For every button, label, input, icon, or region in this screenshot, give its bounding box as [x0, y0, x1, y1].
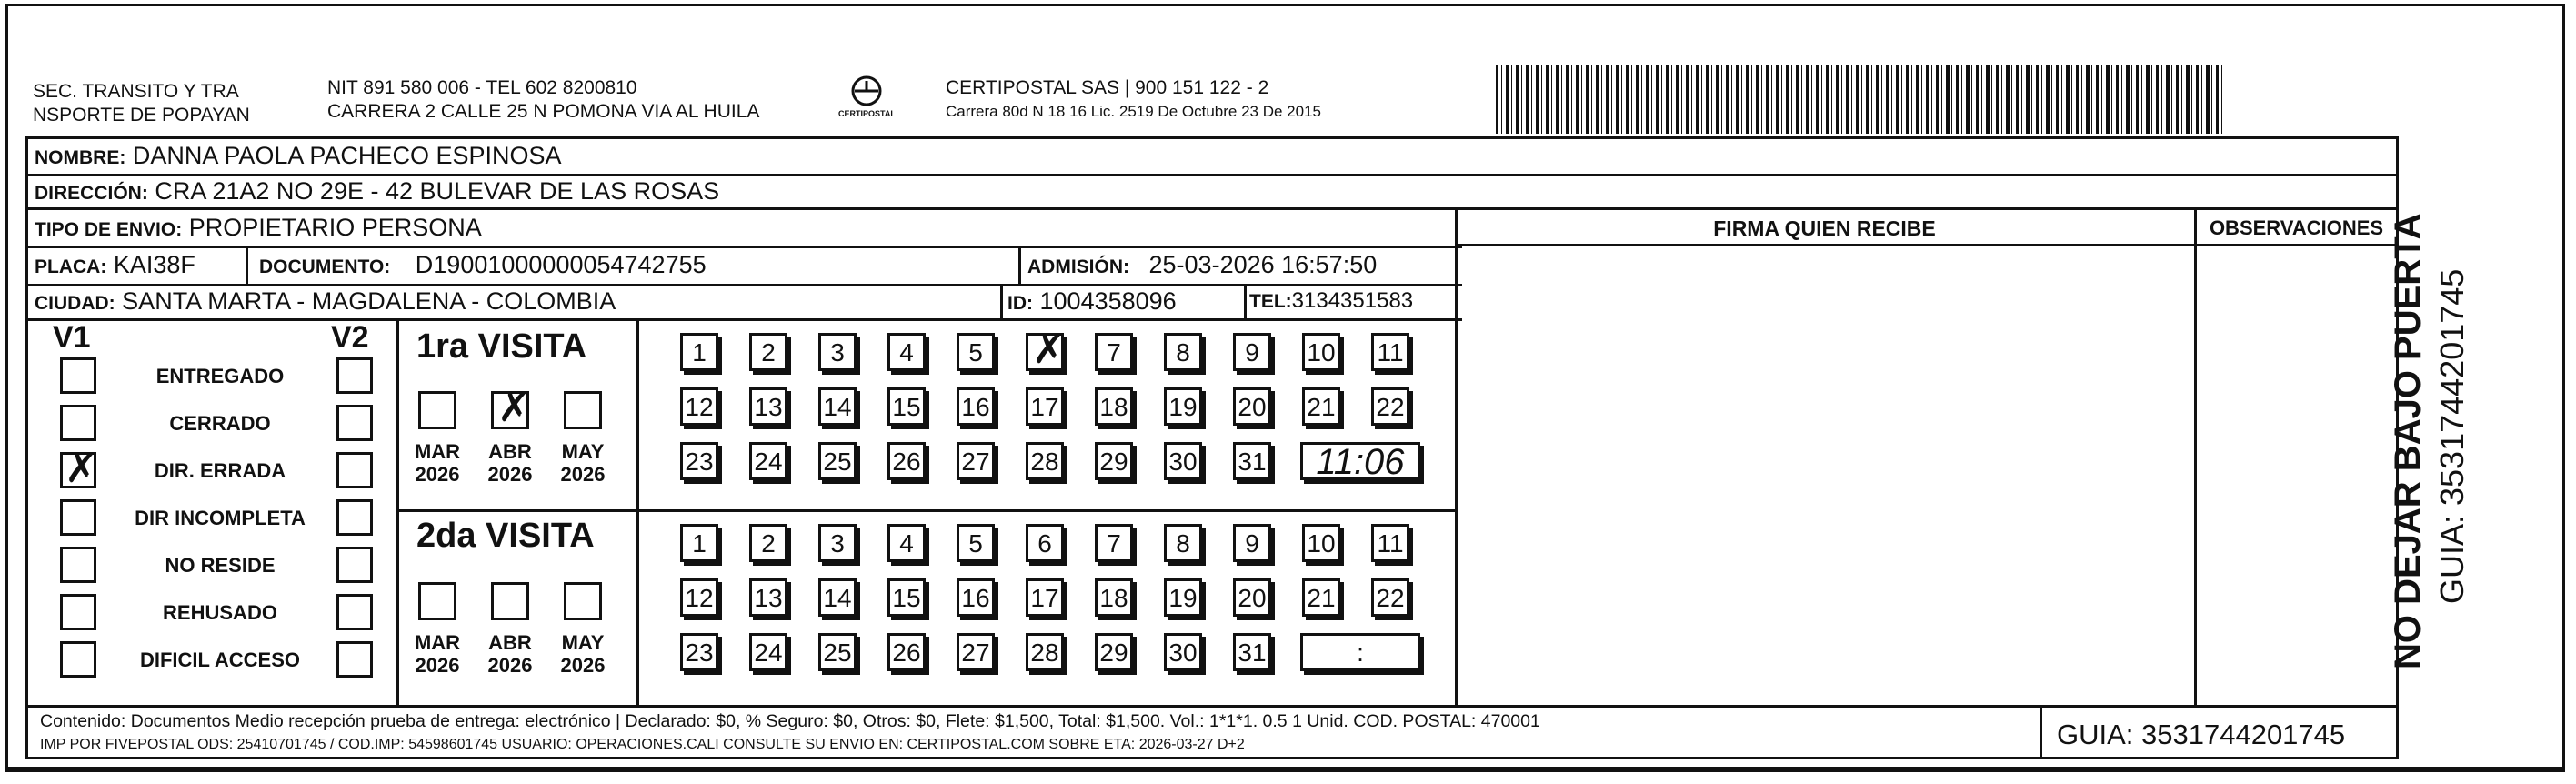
day-box[interactable]: 26	[887, 442, 926, 480]
month-name: MAR	[414, 440, 461, 463]
day-box[interactable]: 25	[818, 442, 857, 480]
id-value: 1004358096	[1039, 287, 1177, 315]
day-box[interactable]: 17	[1026, 578, 1064, 617]
day-box[interactable]: 13	[749, 387, 787, 426]
month-label	[551, 440, 615, 486]
day-box[interactable]: 29	[1095, 633, 1133, 671]
ciudad-row	[35, 286, 616, 318]
day-box[interactable]: 1	[680, 333, 718, 371]
month-checkbox[interactable]	[418, 391, 456, 429]
day-box[interactable]: 9	[1233, 333, 1271, 371]
status-label: DIFICIL ACCESO	[139, 648, 300, 671]
day-box[interactable]: 4	[887, 524, 926, 562]
day-box[interactable]: 21	[1302, 387, 1340, 426]
day-box[interactable]: 9	[1233, 524, 1271, 562]
day-box[interactable]: 16	[957, 387, 995, 426]
id-label: ID:	[1007, 293, 1033, 314]
org-line-1: SEC. TRANSITO Y TRA	[33, 81, 239, 102]
day-box[interactable]: 10	[1302, 333, 1340, 371]
v1-label: V1	[53, 320, 91, 355]
status-label: NO RESIDE	[165, 554, 276, 577]
tipo-value: PROPIETARIO PERSONA	[188, 214, 482, 241]
day-box[interactable]: 29	[1095, 442, 1133, 480]
nit-line: NIT 891 580 006 - TEL 602 8200810	[327, 77, 637, 98]
observaciones-label: OBSERVACIONES	[2209, 216, 2384, 239]
admision-value: 25-03-2026 16:57:50	[1148, 251, 1378, 278]
first-visit-title: 1ra VISITA	[416, 327, 587, 366]
nombre-value: DANNA PAOLA PACHECO ESPINOSA	[132, 142, 562, 169]
day-box[interactable]: 18	[1095, 578, 1133, 617]
month-checkbox[interactable]	[491, 582, 529, 620]
day-box[interactable]: 8	[1164, 333, 1202, 371]
time-box[interactable]: :	[1300, 633, 1420, 671]
day-box[interactable]: 1	[680, 524, 718, 562]
org-contact	[327, 76, 759, 124]
footer-line-2: IMP POR FIVEPOSTAL ODS: 25410701745 / COD.IMP: 54598601745 USUARIO: OPERACIONES.CALI CONSULTE SU ENVIO EN: CERTIPOSTAL.COM SOBRE ETA: 2026-03-27 D+2	[40, 737, 1245, 752]
day-box[interactable]: 3	[818, 333, 857, 371]
day-box[interactable]: 19	[1164, 578, 1202, 617]
day-box[interactable]: 20	[1233, 387, 1271, 426]
logo-icon	[835, 73, 898, 127]
courier-line-1: CERTIPOSTAL SAS | 900 151 122 - 2	[946, 77, 1269, 98]
ciudad-value: SANTA MARTA - MAGDALENA - COLOMBIA	[122, 287, 616, 315]
firma-label: FIRMA QUIEN RECIBE	[1713, 216, 1936, 240]
day-box[interactable]: 7	[1095, 524, 1133, 562]
month-checkbox[interactable]	[564, 391, 602, 429]
tel-value: 3134351583	[1291, 288, 1414, 313]
month-name: MAR	[414, 631, 461, 654]
barcode	[1496, 65, 2223, 134]
month-label	[551, 631, 615, 677]
day-box[interactable]: 3	[818, 524, 857, 562]
day-box[interactable]: 15	[887, 578, 926, 617]
day-box[interactable]: 27	[957, 633, 995, 671]
v2-checkbox[interactable]	[336, 405, 373, 441]
day-box[interactable]: 13	[749, 578, 787, 617]
month-name: ABR	[488, 440, 532, 463]
day-box[interactable]: 21	[1302, 578, 1340, 617]
month-year: 2026	[415, 463, 460, 486]
day-box[interactable]: 2	[749, 524, 787, 562]
v2-checkbox[interactable]	[336, 452, 373, 488]
day-box[interactable]: 17	[1026, 387, 1064, 426]
courier-line-2: Carrera 80d N 18 16 Lic. 2519 De Octubre 23 De 2015	[946, 103, 1321, 120]
day-box[interactable]: 22	[1371, 578, 1409, 617]
day-box[interactable]: 5	[957, 333, 995, 371]
month-name: MAY	[561, 440, 605, 463]
org-line-2: NSPORTE DE POPAYAN	[33, 105, 250, 126]
day-box[interactable]: 15	[887, 387, 926, 426]
address-line: CARRERA 2 CALLE 25 N POMONA VIA AL HUILA	[327, 101, 760, 122]
courier-info	[946, 76, 1321, 124]
placa-row	[35, 250, 195, 282]
admision-row	[1027, 250, 1377, 282]
month-year: 2026	[560, 654, 606, 677]
status-label: ENTREGADO	[155, 365, 285, 387]
day-box[interactable]: 31	[1233, 633, 1271, 671]
logo-text: CERTIPOSTAL	[838, 109, 896, 118]
day-box[interactable]: 11	[1371, 333, 1409, 371]
placa-value: KAI38F	[113, 251, 195, 278]
certipostal-logo	[835, 73, 898, 127]
status-label: DIR. ERRADA	[154, 459, 286, 482]
id-row	[1007, 286, 1177, 318]
side-guia: GUIA: 3531744201745	[2433, 268, 2471, 604]
v2-checkbox[interactable]	[336, 499, 373, 536]
day-box[interactable]: 22	[1371, 387, 1409, 426]
day-box[interactable]: 30	[1164, 633, 1202, 671]
day-box[interactable]: 24	[749, 442, 787, 480]
day-box[interactable]: 19	[1164, 387, 1202, 426]
day-box[interactable]: 30	[1164, 442, 1202, 480]
check-mark-icon: ✗	[497, 385, 531, 431]
documento-row	[259, 250, 707, 282]
time-box[interactable]: 11:06	[1300, 442, 1420, 480]
footer-line-1: Contenido: Documentos Medio recepción prueba de entrega: electrónico | Declarado: $0, % Seguro: $0, Otros: $0, Flete: $1,500, Total: $1,500. Vol.: 1*1*1. 0.5 1 Unid. COD. POSTAL: 470001	[40, 711, 1540, 731]
documento-value: D19001000000054742755	[415, 251, 707, 278]
tel-row	[1249, 286, 1413, 317]
tipo-label: TIPO DE ENVIO:	[35, 219, 183, 240]
month-checkbox[interactable]	[418, 582, 456, 620]
month-label	[406, 440, 469, 486]
v2-checkbox[interactable]	[336, 641, 373, 678]
nombre-row	[35, 141, 562, 173]
day-box[interactable]: 23	[680, 633, 718, 671]
day-box[interactable]: 12	[680, 387, 718, 426]
status-label: DIR INCOMPLETA	[135, 507, 306, 529]
admision-label: ADMISIÓN:	[1027, 256, 1129, 277]
day-box[interactable]: 18	[1095, 387, 1133, 426]
check-mark-icon: ✗	[1032, 327, 1066, 373]
ciudad-label: CIUDAD:	[35, 293, 115, 314]
v2-checkbox[interactable]	[336, 547, 373, 583]
side-no-dejar: NO DEJAR BAJO PUERTA	[2388, 213, 2428, 669]
v2-label: V2	[331, 320, 369, 355]
documento-label: DOCUMENTO:	[259, 256, 391, 277]
footer-guia: GUIA: 3531744201745	[2057, 719, 2346, 750]
day-box[interactable]: 5	[957, 524, 995, 562]
month-year: 2026	[560, 463, 606, 486]
day-box[interactable]: 2	[749, 333, 787, 371]
day-box[interactable]: 26	[887, 633, 926, 671]
day-box[interactable]: 6	[1026, 524, 1064, 562]
check-mark-icon: ✗	[65, 446, 98, 492]
nombre-label: NOMBRE:	[35, 147, 126, 168]
v2-checkbox[interactable]	[336, 594, 373, 630]
day-box[interactable]	[1026, 327, 1066, 373]
month-checkbox[interactable]	[564, 582, 602, 620]
day-box[interactable]: 7	[1095, 333, 1133, 371]
status-label: CERRADO	[169, 412, 271, 435]
day-box[interactable]: 28	[1026, 442, 1064, 480]
month-year: 2026	[487, 463, 533, 486]
month-year: 2026	[415, 654, 460, 677]
day-box[interactable]: 14	[818, 387, 857, 426]
day-box[interactable]: 23	[680, 442, 718, 480]
tel-label: TEL:	[1249, 291, 1292, 312]
status-label: REHUSADO	[163, 601, 277, 624]
direccion-value: CRA 21A2 NO 29E - 42 BULEVAR DE LAS ROSAS	[155, 177, 720, 205]
month-label	[406, 631, 469, 677]
month-name: MAY	[561, 631, 605, 654]
month-label	[478, 440, 542, 486]
day-box[interactable]: 8	[1164, 524, 1202, 562]
org-name	[33, 80, 250, 127]
day-box[interactable]: 12	[680, 578, 718, 617]
day-box[interactable]: 4	[887, 333, 926, 371]
day-box[interactable]: 27	[957, 442, 995, 480]
month-checkbox[interactable]	[491, 385, 531, 431]
direccion-label: DIRECCIÓN:	[35, 183, 148, 204]
second-visit-title: 2da VISITA	[416, 517, 595, 555]
month-name: ABR	[488, 631, 532, 654]
day-box[interactable]: 25	[818, 633, 857, 671]
day-box[interactable]: 31	[1233, 442, 1271, 480]
day-box[interactable]: 14	[818, 578, 857, 617]
day-box[interactable]: 20	[1233, 578, 1271, 617]
day-box[interactable]: 11	[1371, 524, 1409, 562]
month-label	[478, 631, 542, 677]
day-box[interactable]: 10	[1302, 524, 1340, 562]
day-box[interactable]: 16	[957, 578, 995, 617]
day-box[interactable]: 24	[749, 633, 787, 671]
tipo-row	[35, 213, 482, 245]
month-year: 2026	[487, 654, 533, 677]
v2-checkbox[interactable]	[336, 357, 373, 394]
direccion-row	[35, 176, 719, 208]
day-box[interactable]: 28	[1026, 633, 1064, 671]
placa-label: PLACA:	[35, 256, 107, 277]
